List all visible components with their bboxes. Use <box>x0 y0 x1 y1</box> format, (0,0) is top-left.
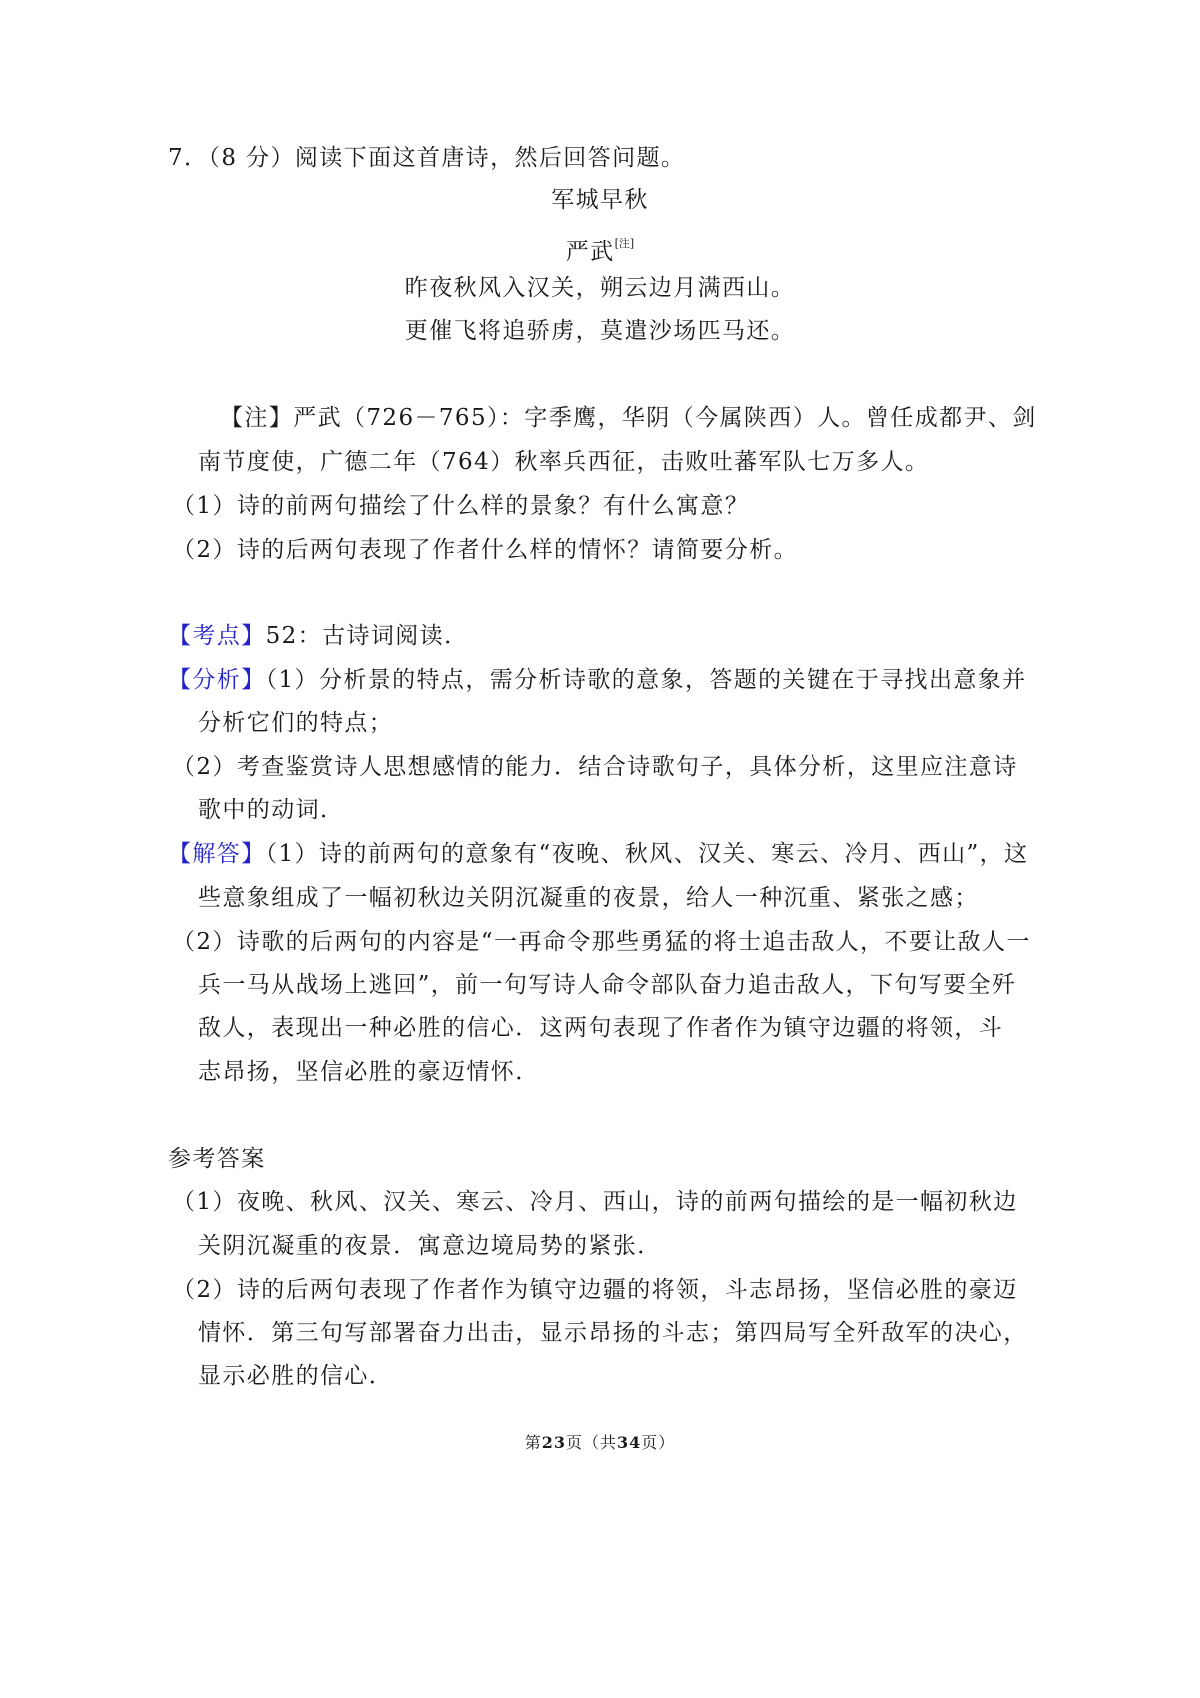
footer-suffix: 页） <box>641 1433 676 1452</box>
sub-question-1: （1）诗的前两句描绘了什么样的景象？有什么寓意？ <box>172 493 750 519</box>
fenxi-text-1: （1）分析景的特点，需分析诗歌的意象，答题的关键在于寻找出意象并 <box>265 667 1027 693</box>
page-footer <box>0 1432 1200 1454</box>
current-page-number: 23 <box>541 1433 566 1452</box>
jieda-line-5: 敌人，表现出一种必胜的信心．这两句表现了作者作为镇守边疆的将领，斗 <box>198 1015 1004 1041</box>
reference-line-2: 关阴沉凝重的夜景．寓意边境局势的紧张． <box>198 1233 662 1259</box>
jieda-line-6: 志昂扬，坚信必胜的豪迈情怀． <box>198 1059 540 1085</box>
reference-line-4: 情怀．第三句写部署奋力出击，显示昂扬的斗志；第四局写全歼敌军的决心， <box>198 1320 1028 1346</box>
footer-middle: 页（共 <box>565 1433 617 1452</box>
sub-question-2: （2）诗的后两句表现了作者什么样的情怀？请简要分析。 <box>172 537 799 563</box>
fenxi-line-2: 分析它们的特点； <box>198 710 394 736</box>
jieda-line-4: 兵一马从战场上逃回”，前一句写诗人命令部队奋力追击敌人，下句写要全歼 <box>198 972 1017 998</box>
jieda-text-1: （1）诗的前两句的意象有“夜晚、秋风、汉关、寒云、冷月、西山”，这 <box>265 841 1029 867</box>
fenxi-tag: 【分析】 <box>168 667 266 693</box>
jieda-line-1 <box>168 839 1028 869</box>
reference-title: 参考答案 <box>168 1146 266 1172</box>
kaodian-tag: 【考点】 <box>168 623 266 649</box>
fenxi-line-3: （2）考查鉴赏诗人思想感情的能力．结合诗歌句子，具体分析，这里应注意诗 <box>172 754 1018 780</box>
kaodian-text: 52：古诗词阅读． <box>265 623 469 649</box>
jieda-line-2: 些意象组成了一幅初秋边关阴沉凝重的夜景，给人一种沉重、紧张之感； <box>198 885 979 911</box>
jieda-line-3: （2）诗歌的后两句的内容是“一再命令那些勇猛的将士追击敌人，不要让敌人一 <box>172 929 1031 955</box>
poem-line-1: 昨夜秋风入汉关，朔云边月满西山。 <box>404 275 796 301</box>
fenxi-line-4: 歌中的动词． <box>198 797 345 823</box>
jieda-tag: 【解答】 <box>168 841 266 867</box>
poet-name: 严武 <box>565 239 615 265</box>
reference-line-3: （2）诗的后两句表现了作者作为镇守边疆的将领，斗志昂扬，坚信必胜的豪迈 <box>172 1277 1018 1303</box>
total-pages-number: 34 <box>617 1433 642 1452</box>
footer-prefix: 第 <box>524 1433 542 1452</box>
poet-note-mark: [注] <box>614 237 635 250</box>
poet-note-line-1: 【注】严武（726－765）：字季鹰，华阴（今属陕西）人。曾任成都尹、剑 <box>220 405 1037 431</box>
reference-line-1: （1）夜晚、秋风、汉关、寒云、冷月、西山，诗的前两句描绘的是一幅初秋边 <box>172 1189 1018 1215</box>
poet-line <box>0 229 1200 267</box>
fenxi-line-1 <box>168 665 1027 695</box>
reference-line-5: 显示必胜的信心． <box>198 1363 394 1389</box>
poet-note-line-2: 南节度使，广德二年（764）秋率兵西征，击败吐蕃军队七万多人。 <box>198 449 930 475</box>
kaodian-line <box>168 621 468 651</box>
poem-line-2: 更催飞将追骄虏，莫遣沙场匹马还。 <box>404 318 796 344</box>
question-heading: 7．（8 分）阅读下面这首唐诗，然后回答问题。 <box>168 145 686 171</box>
poem-title: 军城早秋 <box>551 187 649 213</box>
